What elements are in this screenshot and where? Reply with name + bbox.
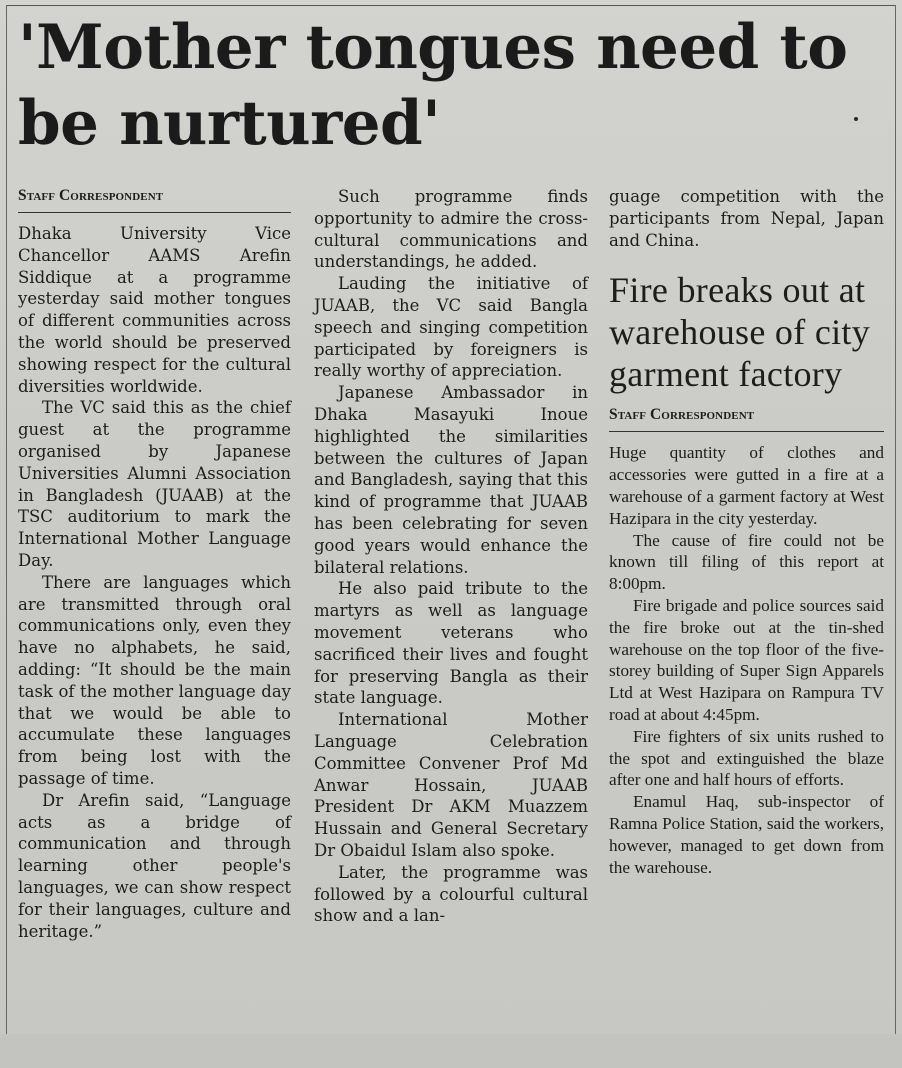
column-2 — [314, 186, 588, 927]
article-paragraph: Lauding the initiative of JUAAB, the VC said Bangla speech and singing competition participated by foreigners is really worthy of appreciation. — [314, 274, 588, 381]
fire-story-paragraph: Fire fighters of six units rushed to the spot and extinguished the blaze after one and half hours of efforts. — [609, 726, 884, 790]
fire-story — [609, 269, 884, 878]
article-paragraph-continued: guage competition with the participants from Nepal, Japan and China. — [609, 187, 884, 250]
top-border-rule — [6, 5, 896, 6]
print-speck — [854, 117, 858, 121]
article-paragraph: Dr Arefin said, “Language acts as a bridge of communication and through learning other people's languages, we can show respect for their languages, culture and heritage.” — [18, 790, 291, 941]
article-paragraph: Japanese Ambassador in Dhaka Masayuki Inoue highlighted the similarities between the cultures of Japan and Bangladesh, saying that this kind of programme that JUAAB has been celebrating for seven good years would enhance the bilateral relations. — [314, 383, 588, 577]
fire-story-paragraph: Enamul Haq, sub-inspector of Ramna Police Station, said the workers, however, managed to get down from the warehouse. — [609, 792, 884, 877]
fire-story-paragraph: Fire brigade and police sources said the fire broke out at the tin-shed warehouse on the top floor of the five-storey building of Super Sign Apparels Ltd at West Hazipara on Rampura TV road at about 4:45pm. — [609, 595, 884, 724]
article-paragraph: He also paid tribute to the martyrs as well as language movement veterans who sacrificed their lives and fought for preserving Bangla as their state language. — [314, 579, 588, 708]
fire-story-headline: Fire breaks out at warehouse of city garment factory — [609, 270, 871, 395]
article-headline: 'Mother tongues need to be nurtured' — [18, 12, 848, 159]
article-paragraph: Dhaka University Vice Chancellor AAMS Arefin Siddique at a programme yesterday said mother tongues of different communities across the world should be preserved showing respect for the cultural diversities worldwide. — [18, 224, 291, 396]
article-paragraph: Such programme finds opportunity to admire the cross-cultural communications and understandings, he added. — [314, 187, 588, 272]
article-paragraph: Later, the programme was followed by a colourful cultural show and a lan- — [314, 862, 588, 926]
left-border-rule — [6, 5, 7, 1034]
article-paragraph: International Mother Language Celebration Committee Convener Prof Md Anwar Hossain, JUAAB President Dr AKM Muazzem Hussain and General Secretary Dr Obaidul Islam also spoke. — [314, 710, 588, 860]
fire-story-paragraph: Huge quantity of clothes and accessories were gutted in a fire at a warehouse of a garment factory at West Hazipara in the city yesterday. — [609, 443, 884, 528]
right-border-rule — [895, 5, 896, 1034]
bottom-margin — [0, 1034, 902, 1068]
article-paragraph: The VC said this as the chief guest at the programme organised by Japanese Universities Alumni Association in Bangladesh (JUAAB) at the TSC auditorium to mark the International Mother Language Day. — [18, 398, 291, 570]
fire-story-paragraph: The cause of fire could not be known till filing of this report at 8:00pm. — [609, 530, 884, 594]
article-byline: Staff Correspondent — [18, 186, 291, 213]
column-1 — [18, 186, 291, 942]
article-paragraph: There are languages which are transmitted through oral communications only, even they have no alphabets, he said, adding: “It should be the main task of the mother language day that we would be able to accumulate these languages from being lost with the passage of time. — [18, 572, 291, 788]
column-3 — [609, 186, 884, 878]
fire-story-byline: Staff Correspondent — [609, 405, 884, 432]
